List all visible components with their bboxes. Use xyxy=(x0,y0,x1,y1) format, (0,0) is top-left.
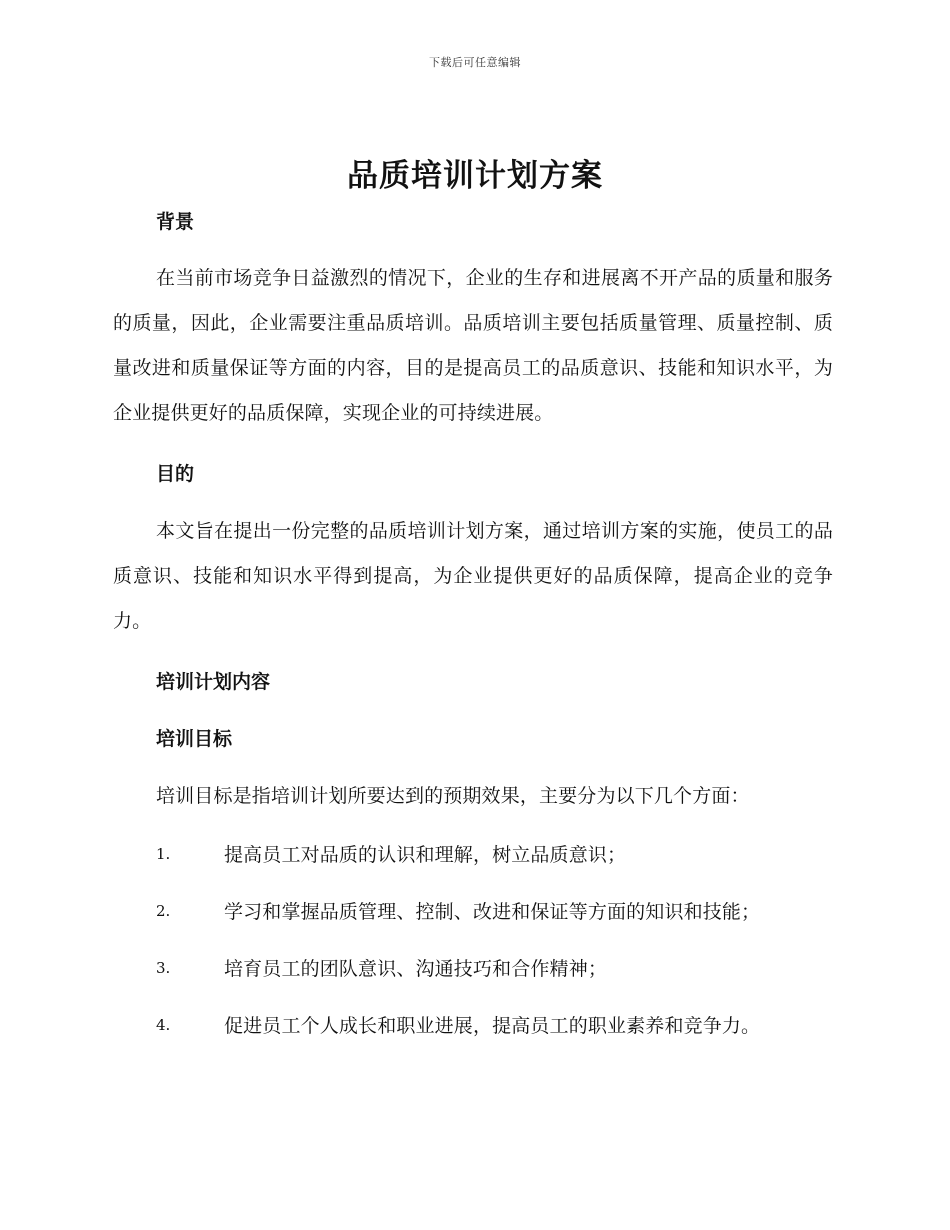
list-item-text: 培育员工的团队意识、沟通技巧和合作精神； xyxy=(224,958,608,980)
section-heading-purpose: 目的 xyxy=(156,463,195,485)
list-item-number: 1. xyxy=(156,844,171,863)
list-item-number: 2. xyxy=(156,901,171,920)
list-item-text: 学习和掌握品质管理、控制、改进和保证等方面的知识和技能； xyxy=(224,901,761,923)
section-heading-plan-content: 培训计划内容 xyxy=(156,671,271,693)
list-item xyxy=(113,996,833,1053)
list-item-text: 提高员工对品质的认识和理解，树立品质意识； xyxy=(224,844,627,866)
purpose-paragraph: 本文旨在提出一份完整的品质培训计划方案，通过培训方案的实施，使员工的品质意识、技能和知识水平得到提高，为企业提供更好的品质保障，提高企业的竞争力。 xyxy=(113,520,833,632)
background-paragraph: 在当前市场竞争日益激烈的情况下，企业的生存和进展离不开产品的质量和服务的质量，因此，企业需要注重品质培训。品质培训主要包括质量管理、质量控制、质量改进和质量保证等方面的内容，目的是提高员工的品质意识、技能和知识水平，为企业提供更好的品质保障，实现企业的可持续进展。 xyxy=(113,267,833,424)
document-body xyxy=(113,200,833,1053)
section-heading-background: 背景 xyxy=(156,211,195,233)
list-item xyxy=(113,825,833,882)
section-heading-goals: 培训目标 xyxy=(156,728,233,750)
header-note: 下载后可任意编辑 xyxy=(429,56,521,69)
goals-intro: 培训目标是指培训计划所要达到的预期效果，主要分为以下几个方面： xyxy=(156,785,750,807)
list-item xyxy=(113,939,833,996)
goals-list xyxy=(113,825,833,1053)
list-item-number: 4. xyxy=(156,1015,171,1034)
list-item-text: 促进员工个人成长和职业进展，提高员工的职业素养和竞争力。 xyxy=(224,1015,761,1037)
document-title: 品质培训计划方案 xyxy=(347,158,603,194)
list-item-number: 3. xyxy=(156,958,171,977)
list-item xyxy=(113,882,833,939)
